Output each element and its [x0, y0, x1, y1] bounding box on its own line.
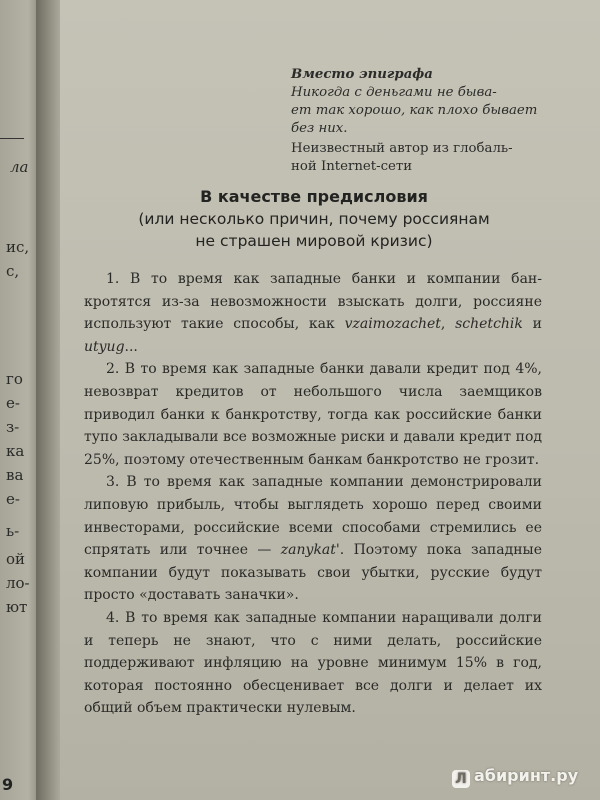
left-page-fragment: ой — [6, 550, 26, 568]
watermark — [452, 766, 578, 788]
epigraph — [291, 66, 541, 176]
italic-term: zanykat' — [280, 542, 340, 559]
epigraph-line: ет так хорошо, как плохо бывает — [291, 103, 538, 118]
paragraph-text: 3. В то время как западные компании демонстрировали липовую прибыль, чтобы выглядеть хорошо перед своими инвесторами, российские всеми способами стремились ее спрятать или точнее — — [84, 474, 542, 559]
epigraph-line: Никогда с деньгами не быва- — [291, 85, 497, 100]
heading-subtitle-line: не страшен мировой кризис) — [195, 232, 433, 250]
italic-term: schetchik — [455, 316, 523, 333]
epigraph-author-line: Неизвестный автор из глобаль- — [291, 141, 513, 156]
left-page-fragment: с, — [6, 262, 20, 280]
paragraph-text: 4. В то время как западные компании наращивали долги и теперь не знают, что с ними делать, российские поддерживают инфляцию на уровне минимум 15% в год, которая постоянно обесценивает все долги и делает их общий объем практически нулевым. — [84, 609, 542, 717]
epigraph-title: Вместо эпиграфа — [291, 67, 433, 82]
left-page-fragment: го — [6, 370, 23, 388]
epigraph-author-line: ной Internet-сети — [291, 159, 413, 174]
left-page — [0, 0, 40, 800]
paragraph-text: ... — [124, 338, 138, 355]
epigraph-line: без них. — [291, 121, 348, 136]
paragraph-text: и — [522, 316, 542, 333]
paragraph — [84, 358, 542, 471]
paragraph — [84, 607, 542, 720]
paragraph — [84, 471, 542, 607]
page-number: 9 — [2, 775, 14, 794]
paragraph-text: 2. В то время как западные банки давали кредит под 4%, невозврат кредитов от небольшого числа заемщиков приводил банки к банкротству, тогда как российские банки тупо закладывали все возможные риски и давали кредит под 25%, поэтому отечественным банкам банкротство не грозит. — [84, 361, 542, 468]
heading-subtitle-line: (или несколько причин, почему россиянам — [138, 210, 490, 228]
italic-term: vzaimozachet — [344, 316, 441, 333]
left-page-fragment: з- — [6, 418, 20, 436]
left-page-fragment: ва — [6, 466, 24, 484]
paragraph-text: 1. В то время как западные банки и компании банкротятся из-за невозможности взыскать долги, россияне используют такие способы, как — [84, 271, 542, 333]
heading-title: В качестве предисловия — [200, 187, 428, 206]
divider-line — [0, 138, 24, 139]
watermark-text: абиринт.ру — [474, 766, 579, 785]
section-heading — [104, 186, 524, 252]
paragraph-text: , — [440, 316, 456, 333]
left-page-fragment: ла — [10, 158, 29, 176]
italic-term: utyug — [84, 338, 125, 355]
left-page-fragment: е- — [6, 490, 20, 508]
left-page-fragment: ют — [6, 598, 28, 616]
left-page-fragment: е- — [6, 394, 20, 412]
left-page-fragment: ка — [6, 442, 25, 460]
left-page-fragment: ис, — [6, 238, 30, 256]
labirint-logo-icon: Л — [452, 770, 470, 788]
left-page-fragment: ло- — [6, 574, 30, 592]
paragraph — [84, 268, 542, 358]
paragraph-text: . Поэтому пока западные компании будут показывать свои убытки, русские будут просто «доставать заначки». — [84, 542, 542, 604]
body-text — [84, 268, 542, 720]
left-page-fragment: ь- — [6, 522, 20, 540]
